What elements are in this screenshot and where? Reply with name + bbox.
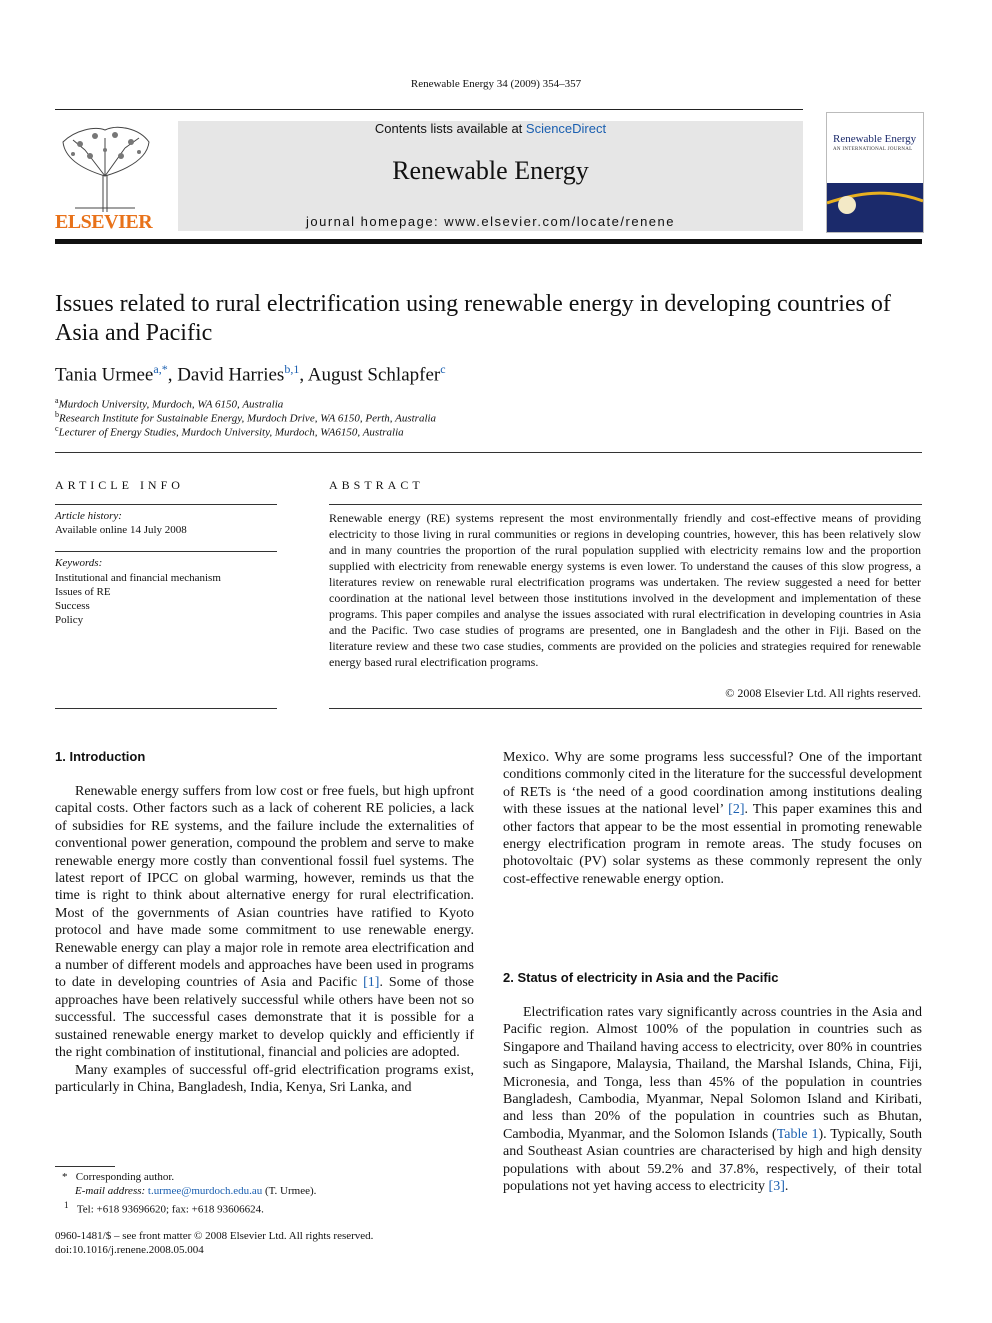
divider: [329, 708, 922, 709]
paragraph: Many examples of successful off-grid electrification programs exist, particularly in China, Bangladesh, India, Kenya, Sri Lanka, and: [55, 1062, 474, 1095]
body-column-right: [503, 749, 922, 888]
doi-line[interactable]: doi:10.1016/j.renene.2008.05.004: [55, 1244, 204, 1256]
keyword: Policy: [55, 614, 84, 626]
cover-band: [827, 183, 923, 232]
paragraph: Electrification rates vary significantly across countries in the Asia and Pacific region. Almost 100% of the population in countries such as Singapore and Thailand having access to electricity, over 80% in countries such as Singapore, Malaysia, Thailand, the Marshal Islands, China, Fiji, Micronesia, and Tonga, less than 45% of the population in countries Bangladesh, Cambodia, Myanmar, Nepal Solomon Island and Kiribati, and less than 20% of the population in countries such as Bhutan, Cambodia, Myanmar, and the Solomon Islands (Table 1). Typically, South and Southeast Asian countries are characterised by high and high density populations with about 59.2% and 37.8%, respectively, of their total populations not yet having access to electricity [3].: [503, 1005, 922, 1195]
issn-line: 0960-1481/$ – see front matter © 2008 Elsevier Ltd. All rights reserved.: [55, 1230, 374, 1242]
footnote-1: $^1$ Tel: +618 93696620; fax: +618 93606624.: [64, 1200, 264, 1216]
affiliation: $^b$Research Institute for Sustainable Energy, Murdoch Drive, WA 6150, Perth, Australia: [55, 410, 437, 425]
sciencedirect-link[interactable]: ScienceDirect: [525, 121, 607, 136]
keyword: Success: [55, 600, 90, 612]
citation-link[interactable]: [1]: [363, 975, 380, 991]
abstract-heading: ABSTRACT: [329, 478, 424, 492]
divider: [55, 452, 922, 453]
article-title: Issues related to rural electrification using renewable energy in developing countries of Asia and Pacific: [55, 291, 891, 346]
body-column-left: [55, 783, 474, 1096]
divider: [55, 551, 277, 552]
author-sup[interactable]: c: [440, 362, 446, 376]
affiliation: $^a$Murdoch University, Murdoch, WA 6150, Australia: [55, 396, 284, 411]
abstract-text: Renewable energy (RE) systems represent the most environmentally friendly and cost-effective means of providing electricity to those living in rural communities or regions in developing countries, however, this has been relatively slow and in many countries the proportion of the rural population supplied with electricity remains low and the proportion supplied with electricity from renewable energy systems is even lower. To understand the causes of this slow progress, a literatures review on renewable rural electrification programs was undertaken. The review suggested a need for better coordination at the national level between those institutions involved in the development and implementation of these programs. This paper compiles and analyse the issues associated with rural electrification in developing countries in Asia and the Pacific. Two case studies of programs are presented, one in Bangladesh and the other in Fiji. Based on the literature review and these two case studies, comments are provided on the policies and strategies required for renewable energy based rural electrification programs.: [329, 511, 921, 669]
author-name: David Harries: [177, 364, 285, 386]
cover-subtitle: AN INTERNATIONAL JOURNAL: [833, 147, 913, 152]
history-label: Article history:: [55, 510, 122, 522]
author-sup[interactable]: a,*: [153, 362, 168, 376]
section-heading: 2. Status of electricity in Asia and the Pacific: [503, 970, 779, 985]
footnote-divider: [55, 1166, 115, 1167]
author-sup[interactable]: b,1: [284, 362, 300, 376]
email-link[interactable]: t.urmee@murdoch.edu.au: [147, 1185, 263, 1197]
keywords-label: Keywords:: [55, 557, 103, 569]
citation-link[interactable]: [2]: [728, 802, 745, 818]
body-column-right: [503, 1004, 922, 1195]
journal-citation: Renewable Energy 34 (2009) 354–357: [410, 78, 582, 90]
header-thick-divider: [55, 239, 922, 244]
journal-cover-image: [826, 112, 924, 233]
cover-title: Renewable Energy: [833, 133, 917, 145]
footnote-email: E-mail address: t.urmee@murdoch.edu.au (T. Urmee).: [75, 1185, 317, 1197]
elsevier-wordmark: ELSEVIER: [55, 211, 153, 233]
keyword: Institutional and financial mechanism: [55, 572, 221, 584]
section-heading: 1. Introduction: [55, 749, 146, 764]
paragraph: Mexico. Why are some programs less successful? One of the important conditions commonly cited in the literature for the successful development of RETs is ‘the need of a good coordination among institutions dealing with these issues at the national level’ [2]. This paper examines this and other factors that appear to be the most essential in promoting renewable energy electrification program in remote areas. The study focuses on photovoltaic (PV) solar systems as these commonly represent the only cost-effective renewable energy option.: [503, 750, 922, 887]
history-value: Available online 14 July 2008: [55, 524, 187, 536]
journal-title: Renewable Energy: [392, 156, 589, 185]
contents-prefix: Contents lists available at: [374, 121, 526, 136]
article-info-heading: ARTICLE INFO: [55, 478, 184, 492]
keyword: Issues of RE: [55, 586, 111, 598]
divider: [55, 708, 277, 709]
citation-link[interactable]: [3]: [768, 1179, 785, 1195]
contents-line: [178, 121, 803, 136]
divider: [55, 504, 277, 505]
author-name: August Schlapfer: [307, 364, 441, 386]
affiliation: $^c$Lecturer of Energy Studies, Murdoch University, Murdoch, WA6150, Australia: [55, 424, 404, 439]
table-link[interactable]: Table 1: [776, 1126, 819, 1142]
author-name: Tania Urmee: [55, 364, 154, 386]
abstract-copyright: © 2008 Elsevier Ltd. All rights reserved.: [725, 686, 921, 700]
author-list: Tania Urmee$^{a,*}$, David Harries$^{b,1}$, August Schlapfer$^c$: [55, 362, 446, 386]
divider: [329, 504, 922, 505]
footnote-corresponding: * Corresponding author.: [62, 1171, 175, 1183]
journal-homepage[interactable]: journal homepage: www.elsevier.com/locate/renene: [305, 214, 675, 229]
paragraph: Renewable energy suffers from low cost or free fuels, but high upfront capital costs. Other factors such as a lack of coherent RE policies, a lack of subsidies for RE systems, and the failure include the externalities of conventional power generation, compound the problem and serve to make renewable energy more costly than conventional fossil fuel systems. The latest report of IPCC on global warming, however, reminds us that the time is right to think about alternative energy for rural electrification. Most of the governments of Asian countries have ratified to Kyoto protocol and have made some commitment to use renewable energy. Renewable energy can play a major role in remote area electrification and a number of different models and approaches have been used in programs to date in developing countries of Asia and Pacific [1]. Some of those approaches have been relatively successful while others have been not so successful. The successful cases demonstrate that it is possible for a sustained renewable energy market to develop quickly and efficiently if the right combination of institutional, financial and policies are adopted.: [55, 784, 474, 1061]
header-divider: [55, 109, 803, 110]
